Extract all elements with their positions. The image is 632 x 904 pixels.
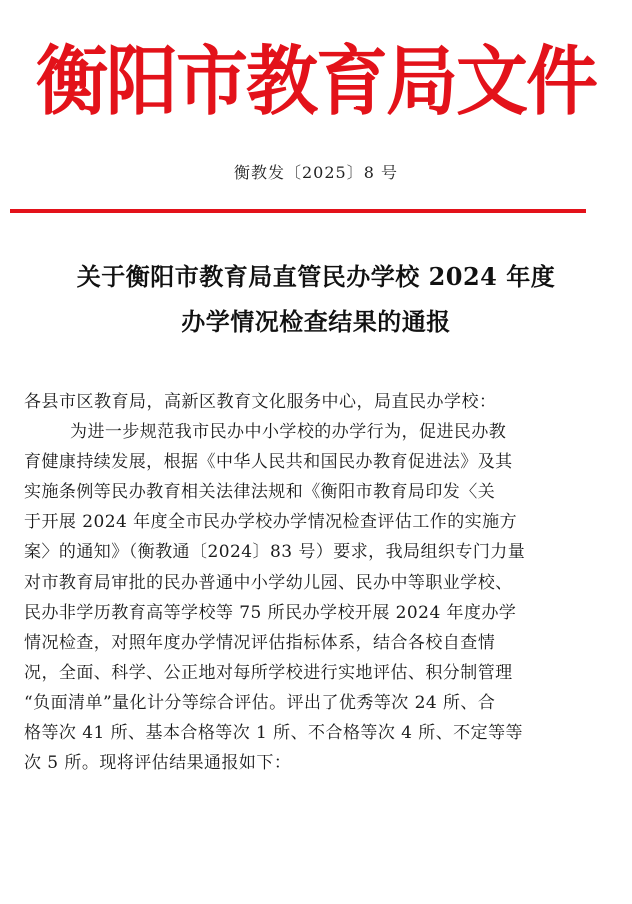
paragraph-line: 次 5 所。现将评估结果通报如下： xyxy=(24,753,292,774)
paragraph-line: “负面清单”量化计分等综合评估。评出了优秀等次 24 所、合 xyxy=(24,692,496,713)
issuer-masthead: 衡阳市教育局文件 xyxy=(35,36,596,126)
paragraph-line: 民办非学历教育高等学校等 75 所民办学校开展 2024 年度办学 xyxy=(24,602,517,623)
document-title-line-1: 关于衡阳市教育局直管民办学校 2024 年度 xyxy=(76,262,556,291)
salutation: 各县市区教育局，高新区教育文化服务中心，局直民办学校： xyxy=(24,392,497,412)
document-title-line-2: 办学情况检查结果的通报 xyxy=(181,307,451,336)
paragraph-line: 格等次 41 所、基本合格等次 1 所、不合格等次 4 所、不定等等 xyxy=(24,723,523,744)
document-number: 衡教发〔2025〕8 号 xyxy=(234,163,398,182)
paragraph-line: 情况检查，对照年度办学情况评估指标体系，结合各校自查情 xyxy=(24,632,496,653)
document-body xyxy=(24,387,594,778)
paragraph-line: 实施条例等民办教育相关法律法规和《衡阳市教育局印发〈关 xyxy=(24,482,496,503)
paragraph-line: 为进一步规范我市民办中小学校的办学行为，促进民办教 xyxy=(70,422,507,443)
red-divider-line xyxy=(10,209,586,213)
paragraph-line: 育健康持续发展，根据《中华人民共和国民办教育促进法》及其 xyxy=(24,452,513,473)
paragraph-line: 对市教育局审批的民办普通中小学幼儿园、民办中等职业学校、 xyxy=(24,572,513,593)
paragraph-line: 况，全面、科学、公正地对每所学校进行实地评估、积分制管理 xyxy=(24,662,513,683)
paragraph-line: 案〉的通知》（衡教通〔2024〕83 号）要求，我局组织专门力量 xyxy=(24,542,526,563)
paragraph-line: 于开展 2024 年度全市民办学校办学情况检查评估工作的实施方 xyxy=(24,512,518,533)
body-paragraph xyxy=(24,417,594,778)
